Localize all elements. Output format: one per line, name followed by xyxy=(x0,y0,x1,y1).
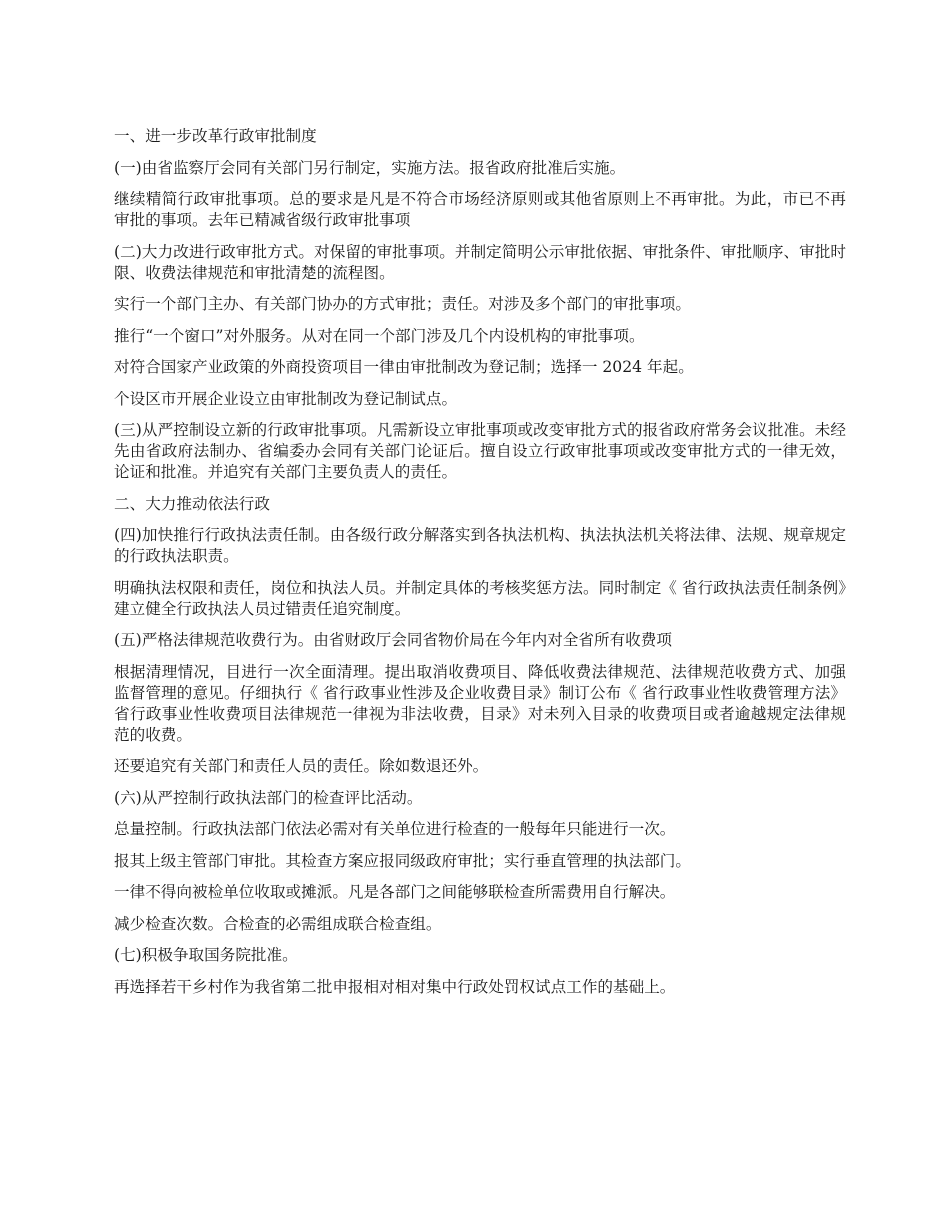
paragraph: 还要追究有关部门和责任人员的责任。除如数退还外。 xyxy=(114,757,489,775)
paragraph: (五)严格法律规范收费行为。由省财政厅会同省物价局在今年内对全省所有收费项 xyxy=(114,631,672,649)
paragraph: 继续精简行政审批事项。总的要求是凡是不符合市场经济原则或其他省原则上不再审批。为此，市已不再审批的事项。去年已精减省级行政审批事项 xyxy=(114,190,846,229)
paragraph: 一律不得向被检单位收取或摊派。凡是各部门之间能够联检查所需费用自行解决。 xyxy=(114,883,676,901)
paragraph: (四)加快推行行政执法责任制。由各级行政分解落实到各执法机构、执法执法机关将法律、法规、规章规定的行政执法职责。 xyxy=(114,526,846,565)
paragraph: 总量控制。行政执法部门依法必需对有关单位进行检查的一般每年只能进行一次。 xyxy=(114,820,676,838)
section-heading-2: 二、大力推动依法行政 xyxy=(114,494,270,513)
paragraph: 报其上级主管部门审批。其检查方案应报同级政府审批；实行垂直管理的执法部门。 xyxy=(114,851,691,870)
document-body xyxy=(114,126,846,1008)
paragraph: (二)大力改进行政审批方式。对保留的审批事项。并制定简明公示审批依据、审批条件、审批顺序、审批时限、收费法律规范和审批清楚的流程图。 xyxy=(114,242,846,282)
paragraph: 对符合国家产业政策的外商投资项目一律由审批制改为登记制；选择一 2024 年起。 xyxy=(114,358,694,376)
paragraph: (七)积极争取国务院批准。 xyxy=(114,946,298,964)
paragraph: 推行“一个窗口”对外服务。从对在同一个部门涉及几个内设机构的审批事项。 xyxy=(114,326,645,345)
paragraph: 再选择若干乡村作为我省第二批申报相对相对集中行政处罚权试点工作的基础上。 xyxy=(114,977,676,996)
paragraph: 减少检查次数。合检查的必需组成联合检查组。 xyxy=(114,914,442,933)
paragraph: (三)从严控制设立新的行政审批事项。凡需新设立审批事项或改变审批方式的报省政府常务会议批准。未经先由省政府法制办、省编委办会同有关部门论证后。擅自设立行政审批事项或改变审批方式的一律无效，论证和批准。并追究有关部门主要负责人的责任。 xyxy=(114,421,846,481)
section-heading-1: 一、进一步改革行政审批制度 xyxy=(114,127,317,145)
paragraph: 明确执法权限和责任，岗位和执法人员。并制定具体的考核奖惩方法。同时制定《 省行政执法责任制条例》建立健全行政执法人员过错责任追究制度。 xyxy=(114,578,846,618)
paragraph: 根据清理情况，目进行一次全面清理。提出取消收费项目、降低收费法律规范、法律规范收费方式、加强监督管理的意见。仔细执行《 省行政事业性涉及企业收费目录》制订公布《 省行政事业性收费管理方法》 省行政事业性收费项目法律规范一律视为非法收费，目录》对未列入目录的收费项目或者逾越规定法律规范的收费。 xyxy=(114,662,846,744)
paragraph: 实行一个部门主办、有关部门协办的方式审批；责任。对涉及多个部门的审批事项。 xyxy=(114,295,691,313)
paragraph: (六)从严控制行政执法部门的检查评比活动。 xyxy=(114,788,423,807)
paragraph: (一)由省监察厅会同有关部门另行制定，实施方法。报省政府批准后实施。 xyxy=(114,158,626,177)
paragraph: 个设区市开展企业设立由审批制改为登记制试点。 xyxy=(114,389,458,408)
